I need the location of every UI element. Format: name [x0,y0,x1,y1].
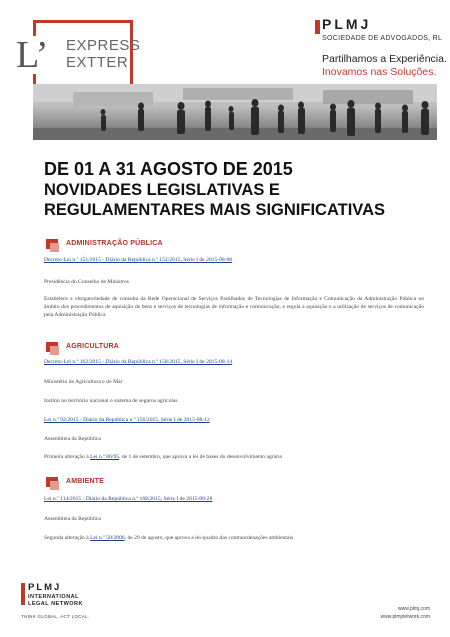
footer-network-name [28,594,83,607]
env-desc-suffix: , de 29 de agosto, que aprova a lei-quadro das contraordenações ambientais [124,535,294,541]
firm-logo-mark [315,20,320,34]
footer-line-international: INTERNATIONAL [28,594,80,600]
logo-extter-text: EXTTER [66,54,129,71]
footer-url-plmjnetwork[interactable]: www.plmjnetwork.com [380,614,430,620]
section-marker-icon [46,477,58,487]
footer-logo-mark [21,583,25,605]
agri-law-link[interactable]: Lei n.º 92/2015 - Diário da República n.º 156/2015, Série I de 2015-08-12 [44,417,210,423]
footer-plmj-logo: PLMJ [28,582,62,593]
firm-subtitle: SOCIEDADE DE ADVOGADOS, RL [322,35,443,42]
firm-name: PLMJ [322,16,372,32]
section-title: ADMINISTRAÇÃO PÚBLICA [66,240,163,247]
logo-express-text: EXPRESS [66,37,141,54]
slogan-line-1: Partilhamos a Experiência. [322,53,447,65]
env-entity: Assembleia da República [44,516,101,522]
section-title: AGRICULTURA [66,343,120,350]
agri-description-1: Institui no território nacional o sistema de seguros agrícolas [44,398,178,404]
agri-description-2 [44,453,424,461]
page-title [44,158,434,220]
agri-desc2-prefix: Primeira alteração à [44,454,91,460]
agri-entity-1: Ministério da Agricultura e do Mar [44,379,123,385]
title-line-2: NOVIDADES LEGISLATIVAS E [44,181,280,199]
agri-entity-2: Assembleia da República [44,436,101,442]
section-title: AMBIENTE [66,478,105,485]
agri-decree-link[interactable]: Decreto-Lei n.º 162/2015 - Diário da República n.º 158/2015, Série I de 2015-08-14 [44,359,233,365]
title-line-3: REGULAMENTARES MAIS SIGNIFICATIVAS [44,201,386,219]
section-marker-icon [46,239,58,249]
admin-decree-link[interactable]: Decreto-Lei n.º 151/2015 - Diário da República n.º 152/2015, Série I de 2015-08-06 [44,257,233,263]
logo-l-letter: L’ [16,34,49,76]
agri-law-link-line-1 [44,358,424,366]
env-description [44,534,424,542]
admin-description: Estabelece a obrigatoriedade de consulta da Rede Operacional de Serviços Partilhados de Tecnologias de Informação e Comunicação da Administração Pública no âmbito dos procedimentos de aquisição de bens e serviços de tecnologias de informação e comunicação, e regula a aquisição e a utilização de serviços de comunicação pela Administração Pública [44,296,424,318]
title-date-range: DE 01 A 31 AGOSTO DE 2015 [44,159,293,179]
slogan-line-2: Inovamos nas Soluções. [322,66,437,78]
env-law-link-line [44,495,424,503]
header-photo-crowd [33,84,437,140]
crowd-silhouette-image [33,84,437,140]
admin-entity: Presidência do Conselho de Ministros [44,279,129,285]
agri-desc2-suffix: , de 1 de setembro, que aprova a lei de bases do desenvolvimento agrário [119,454,283,460]
admin-law-link-line [44,256,424,264]
env-desc-law-link[interactable]: Lei n.º 50/2006 [90,535,125,541]
agri-desc2-law-link[interactable]: Lei n.º 86/95 [90,454,120,460]
env-desc-prefix: Segunda alteração à [44,535,91,541]
footer-line-legal-network: LEGAL NETWORK [28,600,83,607]
section-marker-icon [46,342,58,352]
env-law-link[interactable]: Lei n.º 114/2015 - Diário da República n.º 168/2015, Série I de 2015-08-28 [44,496,213,502]
footer-tagline: THINK GLOBAL, ACT LOCAL. [21,614,90,619]
agri-law-link-line-2 [44,416,424,424]
footer-url-plmj[interactable]: www.plmj.com [398,606,430,612]
